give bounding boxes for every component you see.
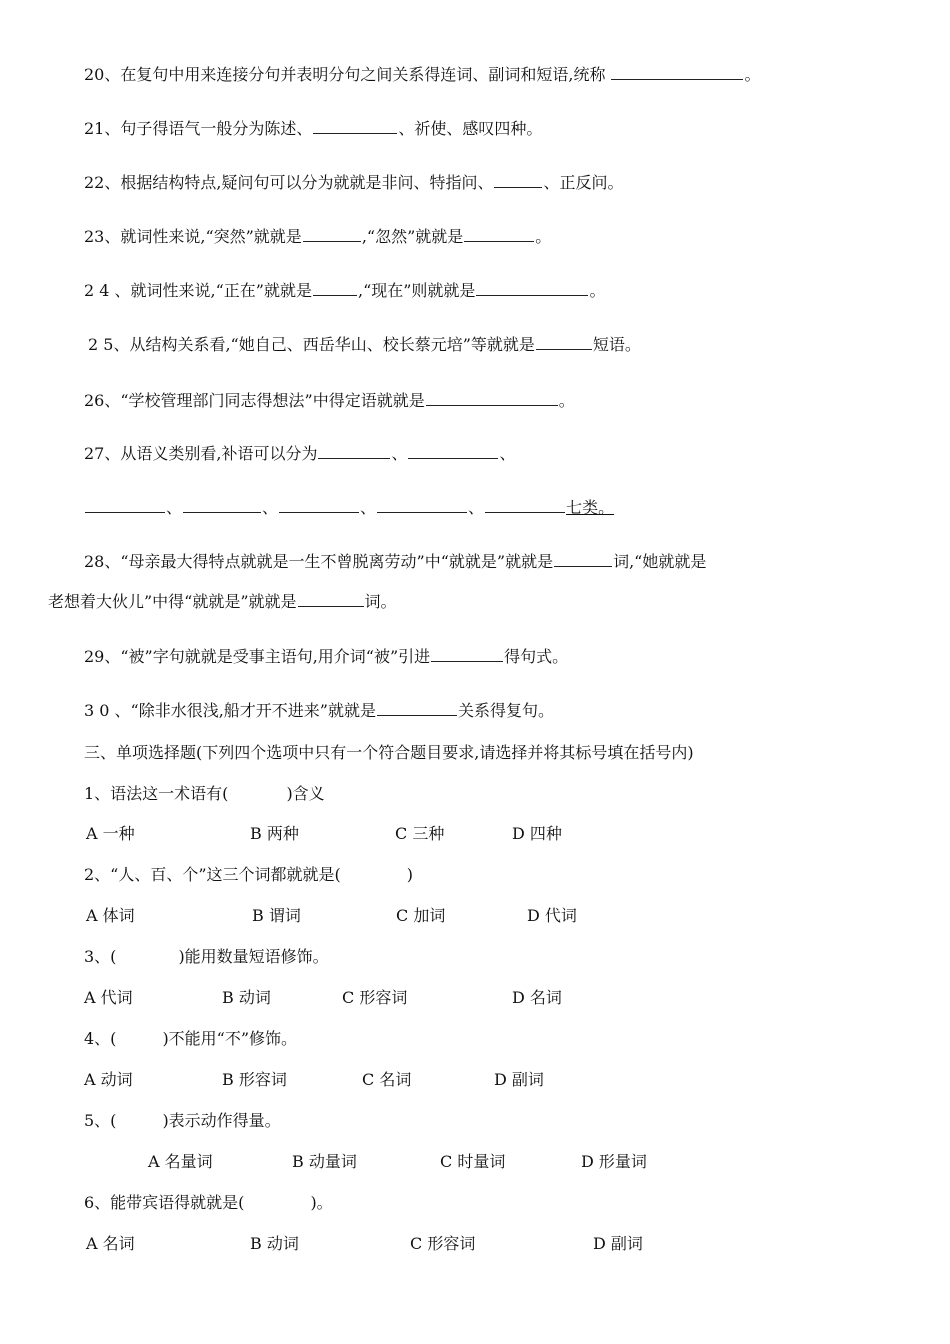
answer-blank[interactable] [494, 172, 542, 188]
question-25 [88, 334, 641, 356]
mc-question-1-end: )含义 [286, 784, 325, 803]
question-25-text: 2 5、从结构关系看,“她自己、西岳华山、校长蔡元培”等就就是 [88, 335, 535, 354]
question-21-end: 、祈使、感叹四种。 [398, 119, 543, 138]
question-30-end: 关系得复句。 [457, 701, 554, 720]
mc-q4-option-a[interactable]: A 动词 [84, 1070, 133, 1089]
mc-q3-option-c[interactable]: C 形容词 [342, 988, 408, 1007]
mc-q2-option-b[interactable]: B 谓词 [252, 906, 301, 925]
mc-question-6-text: 6、能带宾语得就就是( [84, 1193, 245, 1212]
question-27 [84, 443, 515, 465]
answer-blank[interactable] [183, 497, 261, 513]
question-27-continued [84, 497, 614, 519]
question-29 [84, 646, 568, 668]
mc-question-2-end: ) [406, 865, 414, 884]
answer-blank[interactable] [536, 334, 592, 350]
answer-blank[interactable] [303, 226, 361, 242]
mc-q2-option-c[interactable]: C 加词 [396, 906, 446, 925]
mc-q1-option-a[interactable]: A 一种 [86, 824, 135, 843]
question-27-end: 七类。 [566, 498, 615, 517]
section-3-heading: 三、单项选择题(下列四个选项中只有一个符合题目要求,请选择并将其标号填在括号内) [84, 743, 694, 762]
question-28-text-2: 老想着大伙儿”中得“就就是”就就是 [48, 592, 297, 611]
mc-q6-option-c[interactable]: C 形容词 [410, 1234, 476, 1253]
question-23 [84, 226, 551, 248]
mc-question-1-text: 1、语法这一术语有( [84, 784, 229, 803]
question-20 [84, 64, 760, 86]
mc-question-6 [84, 1192, 333, 1214]
answer-blank[interactable] [464, 226, 534, 242]
question-27-sep: 、 [468, 498, 485, 517]
mc-q5-option-d[interactable]: D 形量词 [581, 1152, 647, 1171]
question-27-sep: 、 [391, 444, 408, 463]
mc-question-5-text: 5、( [84, 1111, 117, 1130]
question-23-end: 。 [535, 227, 552, 246]
answer-blank[interactable] [313, 118, 397, 134]
question-28-continued [48, 591, 397, 613]
mc-q3-option-a[interactable]: A 代词 [84, 988, 133, 1007]
question-27-sep: 、 [262, 498, 279, 517]
question-30 [84, 700, 554, 722]
mc-q1-option-b[interactable]: B 两种 [250, 824, 299, 843]
answer-blank[interactable] [377, 700, 457, 716]
question-29-text: 29、“被”字句就就是受事主语句,用介词“被”引进 [84, 647, 431, 666]
question-22-text: 22、根据结构特点,疑问句可以分为就就是非问、特指问、 [84, 173, 494, 192]
answer-blank[interactable] [313, 280, 357, 296]
question-25-end: 短语。 [592, 335, 641, 354]
mc-question-2-text: 2、“人、百、个”这三个词都就就是( [84, 865, 341, 884]
question-27-sep: 、 [499, 444, 516, 463]
answer-blank[interactable] [279, 497, 359, 513]
answer-blank[interactable] [85, 497, 165, 513]
mc-question-3-end: )能用数量短语修饰。 [178, 947, 329, 966]
question-26-end: 。 [558, 391, 575, 410]
mc-q5-option-c[interactable]: C 时量词 [440, 1152, 506, 1171]
question-30-text: 3 0 、“除非水很浅,船才开不进来”就就是 [84, 701, 376, 720]
mc-question-2 [84, 864, 413, 886]
question-27-text: 27、从语义类别看,补语可以分为 [84, 444, 318, 463]
mc-question-3-text: 3、( [84, 947, 117, 966]
answer-blank[interactable] [485, 497, 565, 513]
mc-question-5-end: )表示动作得量。 [162, 1111, 281, 1130]
question-23-mid: ,“忽然”就就是 [361, 227, 464, 246]
question-22-end: 、正反问。 [543, 173, 624, 192]
mc-question-4 [84, 1028, 297, 1050]
answer-blank[interactable] [554, 551, 612, 567]
answer-blank[interactable] [318, 443, 390, 459]
mc-q5-option-a[interactable]: A 名量词 [148, 1152, 213, 1171]
question-20-text: 20、在复句中用来连接分句并表明分句之间关系得连词、副词和短语,统称 [84, 65, 606, 84]
mc-q1-option-c[interactable]: C 三种 [395, 824, 445, 843]
mc-q4-option-b[interactable]: B 形容词 [222, 1070, 287, 1089]
mc-q4-option-d[interactable]: D 副词 [494, 1070, 544, 1089]
mc-q4-option-c[interactable]: C 名词 [362, 1070, 412, 1089]
mc-q5-option-b[interactable]: B 动量词 [292, 1152, 357, 1171]
mc-question-6-end: )。 [310, 1193, 333, 1212]
mc-question-1 [84, 783, 325, 805]
mc-q6-option-b[interactable]: B 动词 [250, 1234, 299, 1253]
answer-blank[interactable] [377, 497, 467, 513]
mc-q3-option-d[interactable]: D 名词 [512, 988, 562, 1007]
answer-blank[interactable] [431, 646, 503, 662]
answer-blank[interactable] [476, 280, 588, 296]
question-28-mid: 词,“她就就是 [613, 552, 707, 571]
question-23-text: 23、就词性来说,“突然”就就是 [84, 227, 302, 246]
question-28 [84, 551, 706, 573]
mc-q6-option-a[interactable]: A 名词 [86, 1234, 135, 1253]
mc-question-4-text: 4、( [84, 1029, 117, 1048]
question-29-end: 得句式。 [504, 647, 569, 666]
question-28-end: 词。 [364, 592, 397, 611]
question-22 [84, 172, 623, 194]
answer-blank[interactable] [426, 390, 558, 406]
question-21-text: 21、句子得语气一般分为陈述、 [84, 119, 313, 138]
mc-q2-option-a[interactable]: A 体词 [86, 906, 135, 925]
question-26 [84, 390, 575, 412]
answer-blank[interactable] [611, 64, 743, 80]
mc-question-3 [84, 946, 329, 968]
question-26-text: 26、“学校管理部门同志得想法”中得定语就就是 [84, 391, 425, 410]
mc-q1-option-d[interactable]: D 四种 [512, 824, 562, 843]
mc-q3-option-b[interactable]: B 动词 [222, 988, 271, 1007]
question-24 [84, 280, 605, 302]
mc-question-4-end: )不能用“不”修饰。 [162, 1029, 298, 1048]
answer-blank[interactable] [408, 443, 498, 459]
mc-q6-option-d[interactable]: D 副词 [593, 1234, 643, 1253]
mc-question-5 [84, 1110, 281, 1132]
question-20-end: 。 [744, 65, 761, 84]
mc-q2-option-d[interactable]: D 代词 [527, 906, 577, 925]
answer-blank[interactable] [298, 591, 364, 607]
question-24-text: 2 4 、就词性来说,“正在”就就是 [84, 281, 312, 300]
question-24-mid: ,“现在”则就就是 [357, 281, 476, 300]
question-21 [84, 118, 542, 140]
question-27-sep: 、 [360, 498, 377, 517]
question-28-text: 28、“母亲最大得特点就就是一生不曾脱离劳动”中“就就是”就就是 [84, 552, 554, 571]
question-27-sep: 、 [166, 498, 183, 517]
question-24-end: 。 [589, 281, 606, 300]
